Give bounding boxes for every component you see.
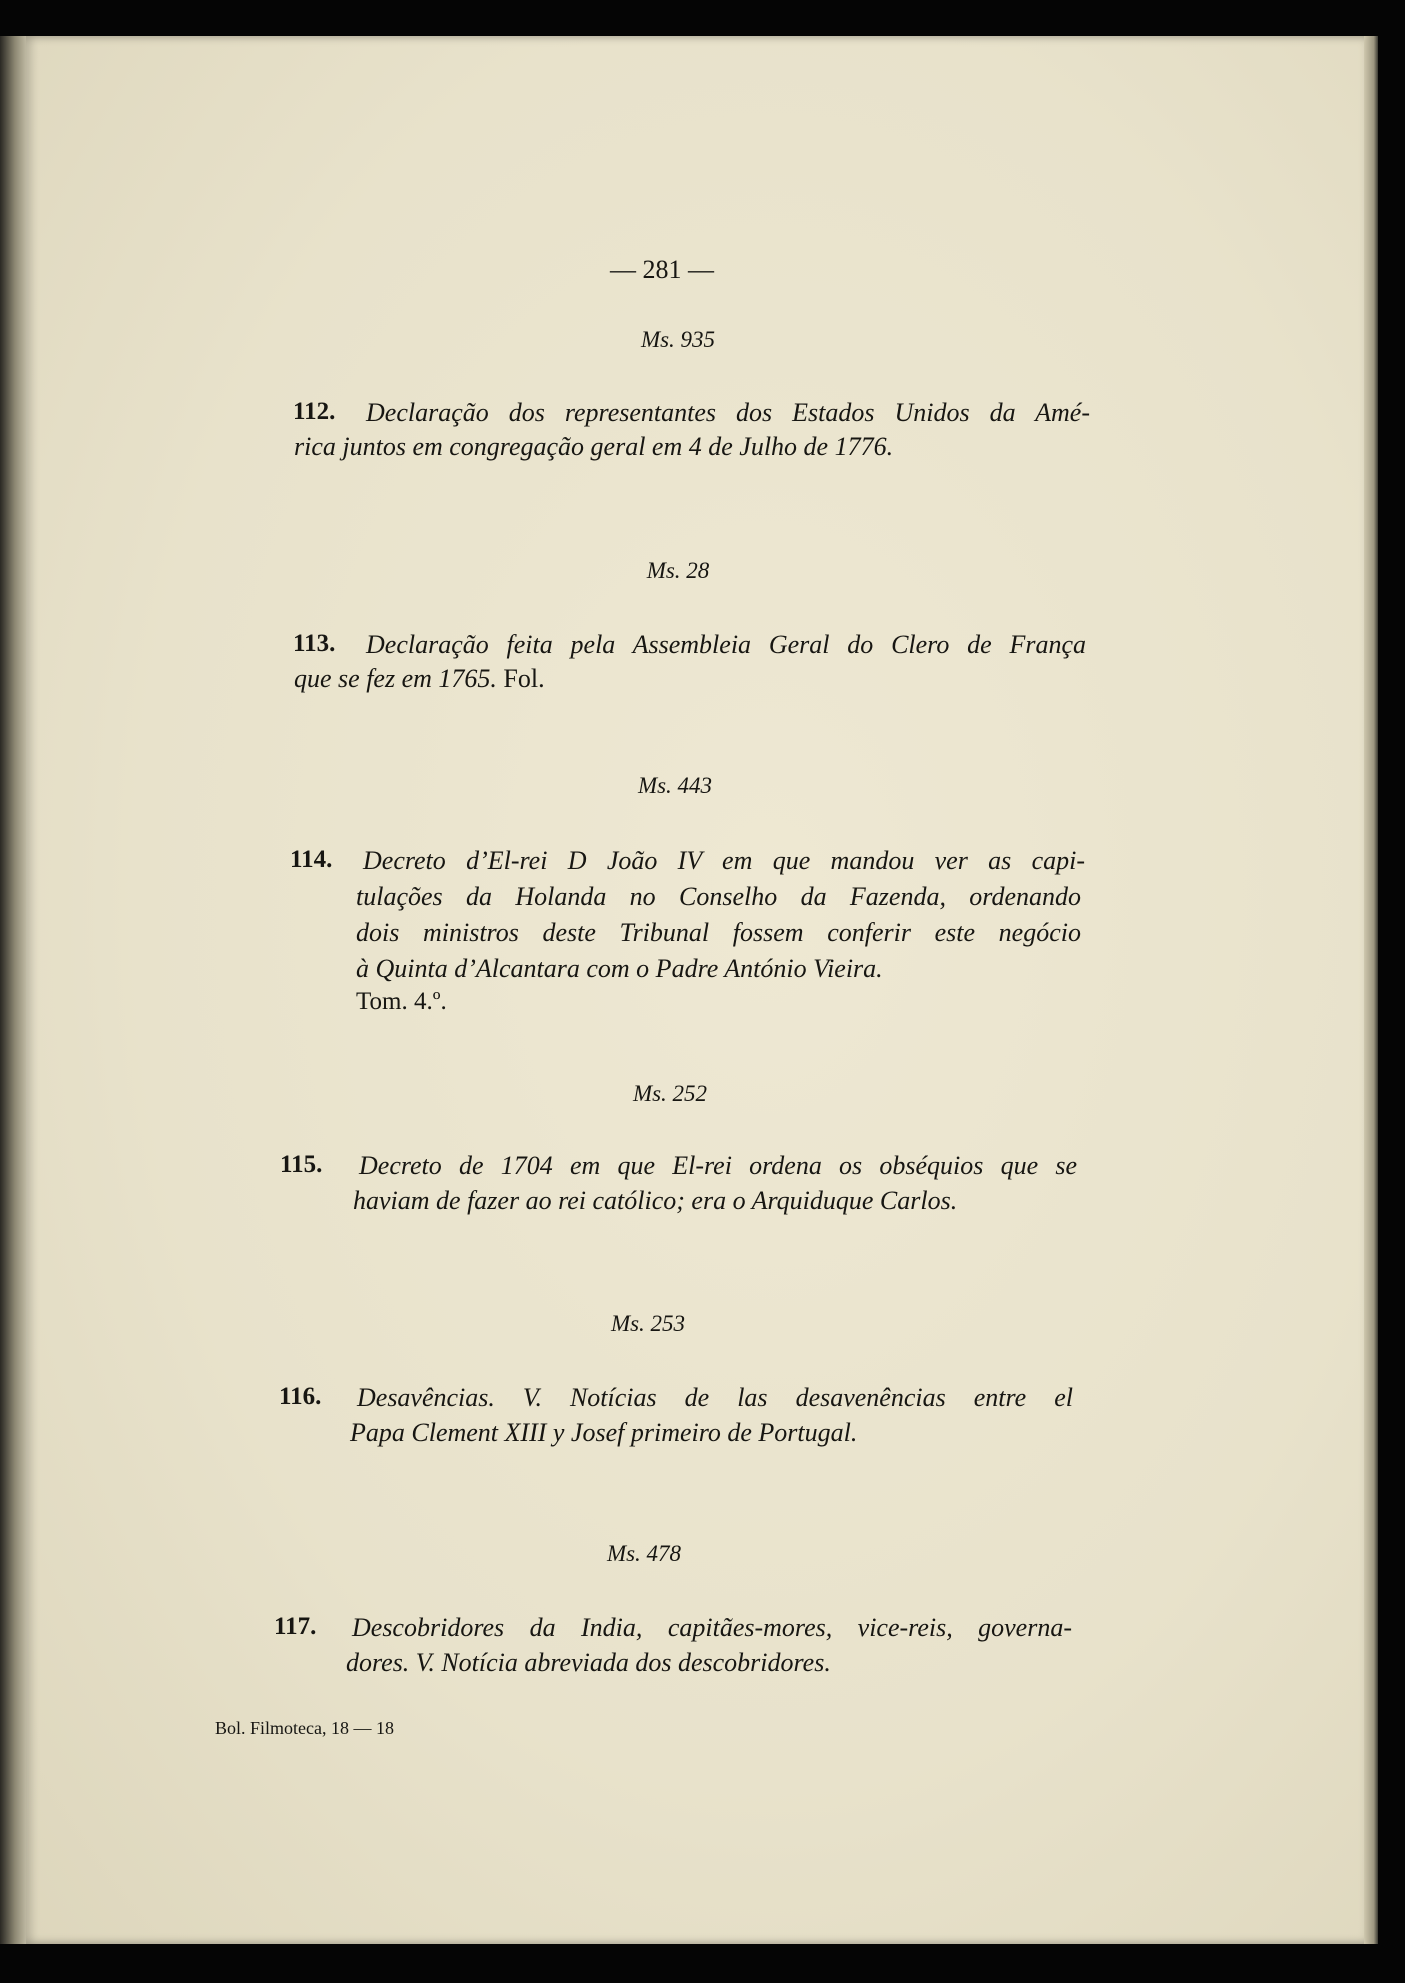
entry-number: 113. — [293, 630, 336, 657]
ms-reference: Ms. 478 — [606, 1541, 682, 1566]
entry-text-line: que se fez em 1765. Fol. — [294, 664, 545, 693]
entry-text-line: Decreto de 1704 em que El-rei ordena os obséquios que se — [359, 1151, 1077, 1180]
entry-number: 116. — [279, 1383, 322, 1410]
entry-text-line: Declaração feita pela Assembleia Geral do Clero de França — [366, 630, 1086, 659]
entry-number: 112. — [293, 398, 336, 425]
page-edge — [1364, 36, 1378, 1944]
entry-number: 117. — [274, 1613, 317, 1640]
format-note: Fol. — [503, 664, 545, 693]
entry-number: 114. — [290, 846, 333, 873]
entry-text-line: tulações da Holanda no Conselho da Fazenda, ordenando — [356, 882, 1081, 911]
entry-text-line: à Quinta d’Alcantara com o Padre António Vieira. — [356, 954, 883, 983]
ms-reference: Ms. 253 — [610, 1311, 686, 1336]
entry-text-line: haviam de fazer ao rei católico; era o Arquiduque Carlos. — [353, 1186, 958, 1215]
footer: Bol. Filmoteca, 18 — 18 — [215, 1718, 394, 1738]
entry-text-line: Desavências. V. Notícias de las desavenências entre el — [357, 1383, 1073, 1412]
ms-reference: Ms. 443 — [637, 773, 713, 798]
format-note: Tom. 4.º. — [356, 988, 447, 1015]
entry-text-line: Decreto d’El-rei D João IV em que mandou ver as capi- — [363, 846, 1085, 875]
entry-text-line: dois ministros deste Tribunal fossem conferir este negócio — [356, 918, 1081, 947]
entry-text-line: dores. V. Notícia abreviada dos descobridores. — [346, 1648, 831, 1677]
page-number: — 281 — — [610, 255, 714, 284]
entry-text-line: rica juntos em congregação geral em 4 de Julho de 1776. — [294, 432, 894, 461]
ms-reference: Ms. 935 — [640, 327, 716, 352]
entry-text-line: Declaração dos representantes dos Estados Unidos da Amé- — [366, 398, 1090, 427]
entry-text-line: Descobridores da India, capitães-mores, vice-reis, governa- — [352, 1613, 1072, 1642]
entry-text-line: Papa Clement XIII y Josef primeiro de Portugal. — [350, 1418, 858, 1447]
entry-number: 115. — [280, 1151, 323, 1178]
ms-reference: Ms. 28 — [646, 558, 710, 583]
ms-reference: Ms. 252 — [632, 1081, 708, 1106]
